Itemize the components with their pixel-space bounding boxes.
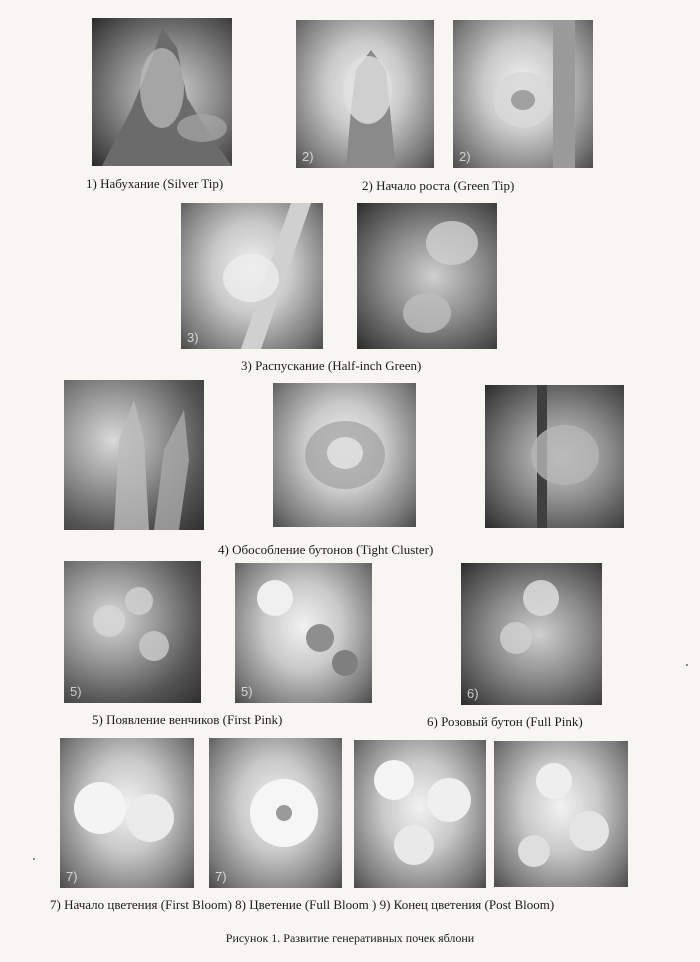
photo-first-bloom-1 [60, 738, 194, 888]
photo-label: 5) [70, 684, 82, 699]
photo-post-bloom [494, 741, 628, 887]
photo-full-pink [461, 563, 602, 705]
photo-first-bloom-2 [209, 738, 342, 888]
photo-label: 7) [215, 869, 227, 884]
caption-first-pink: 5) Появление венчиков (First Pink) [92, 712, 283, 727]
photo-full-bloom [354, 740, 486, 888]
caption-half-inch-green: 3) Распускание (Half-inch Green) [241, 358, 422, 373]
photo-label: 2) [302, 149, 314, 164]
photo-tight-cluster-1 [64, 380, 204, 530]
photo-half-inch-green-2 [357, 203, 497, 349]
bud-illustration [64, 380, 204, 530]
bud-illustration [485, 385, 624, 528]
flower-illustration [64, 561, 201, 703]
photo-first-pink-2 [235, 563, 372, 703]
bud-illustration [453, 20, 593, 168]
caption-green-tip: 2) Начало роста (Green Tip) [362, 178, 515, 193]
photo-label: 2) [459, 149, 471, 164]
photo-label: 7) [66, 869, 78, 884]
caption-tight-cluster: 4) Обособление бутонов (Tight Cluster) [218, 542, 434, 557]
photo-first-pink-1 [64, 561, 201, 703]
photo-label: 3) [187, 330, 199, 345]
photo-tight-cluster-2 [273, 383, 416, 527]
photo-green-tip-2 [453, 20, 593, 168]
flower-illustration [354, 740, 486, 888]
caption-silver-tip: 1) Набухание (Silver Tip) [86, 176, 224, 191]
scan-speck [686, 664, 688, 666]
bud-illustration [273, 383, 416, 527]
flower-illustration [461, 563, 602, 705]
flower-illustration [209, 738, 342, 888]
photo-green-tip-1 [296, 20, 434, 168]
bud-illustration [92, 18, 232, 166]
scan-speck [33, 858, 35, 860]
flower-illustration [235, 563, 372, 703]
bud-illustration [181, 203, 323, 349]
photo-label: 5) [241, 684, 253, 699]
photo-label: 6) [467, 686, 479, 701]
photo-tight-cluster-3 [485, 385, 624, 528]
bud-illustration [357, 203, 497, 349]
photo-silver-tip [92, 18, 232, 166]
figure-caption: Рисунок 1. Развитие генеративных почек яблони [225, 931, 475, 945]
caption-bloom-stages: 7) Начало цветения (First Bloom) 8) Цветение (Full Bloom ) 9) Конец цветения (Post Bloom) [50, 897, 555, 912]
caption-full-pink: 6) Розовый бутон (Full Pink) [427, 714, 583, 729]
bud-illustration [296, 20, 434, 168]
flower-illustration [60, 738, 194, 888]
flower-illustration [494, 741, 628, 887]
photo-half-inch-green-1 [181, 203, 323, 349]
